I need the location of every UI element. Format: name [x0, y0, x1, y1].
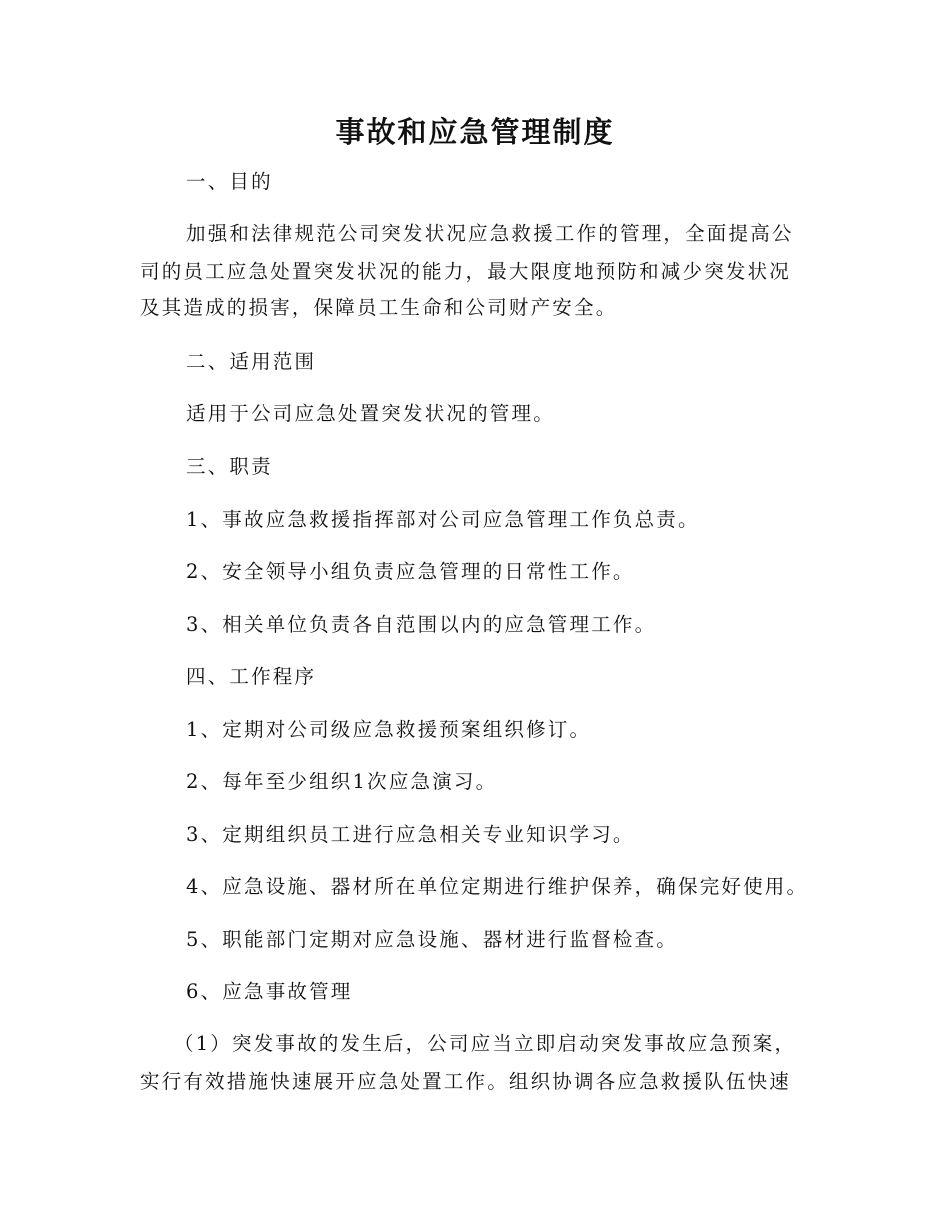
paragraph-line: 加强和法律规范公司突发状况应急救援工作的管理，全面提高公 — [186, 222, 794, 245]
document-title: 事故和应急管理制度 — [335, 115, 615, 149]
list-item: 3、定期组织员工进行应急相关专业知识学习。 — [186, 823, 635, 846]
section-heading-purpose: 一、目的 — [186, 170, 273, 193]
section-heading-scope: 二、适用范围 — [186, 350, 317, 373]
list-item: 5、职能部门定期对应急设施、器材进行监督检查。 — [186, 928, 679, 951]
section-heading-procedure: 四、工作程序 — [186, 665, 317, 688]
list-item: 1、定期对公司级应急救援预案组织修订。 — [186, 718, 592, 741]
list-item: 4、应急设施、器材所在单位定期进行维护保养，确保完好使用。 — [186, 875, 809, 898]
paragraph-line: 及其造成的损害，保障员工生命和公司财产安全。 — [140, 296, 618, 319]
list-item: 1、事故应急救援指挥部对公司应急管理工作负总责。 — [186, 508, 700, 531]
paragraph-line: 实行有效措施快速展开应急处置工作。组织协调各应急救援队伍快速 — [140, 1070, 792, 1093]
list-item: 2、每年至少组织1次应急演习。 — [186, 770, 498, 793]
paragraph-line: （1）突发事故的发生后，公司应当立即启动突发事故应急预案， — [174, 1032, 797, 1055]
paragraph-line: 适用于公司应急处置突发状况的管理。 — [186, 402, 555, 425]
paragraph-line: 司的员工应急处置突发状况的能力，最大限度地预防和减少突发状况 — [140, 260, 792, 283]
section-heading-duties: 三、职责 — [186, 455, 273, 478]
list-item: 6、应急事故管理 — [186, 980, 353, 1003]
list-item: 2、安全领导小组负责应急管理的日常性工作。 — [186, 560, 635, 583]
list-item: 3、相关单位负责各自范围以内的应急管理工作。 — [186, 613, 657, 636]
